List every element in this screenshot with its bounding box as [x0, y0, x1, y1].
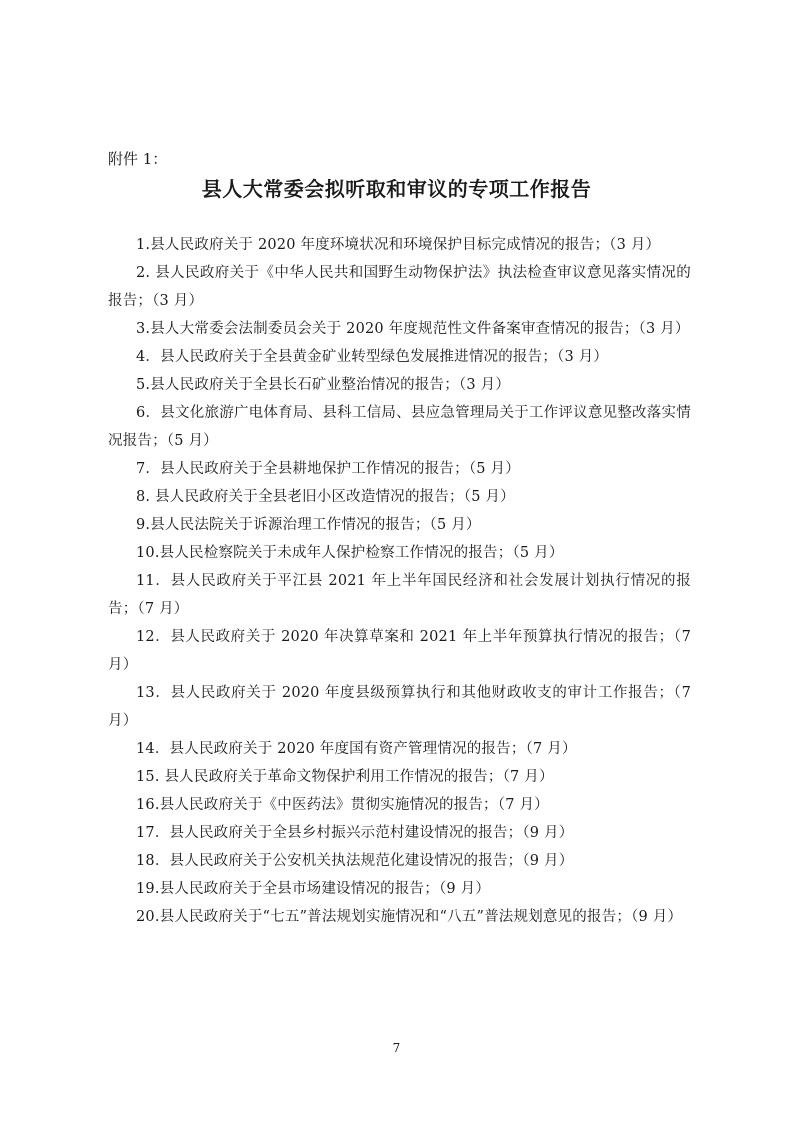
report-item-6: 6．县文化旅游广电体育局、县科工信局、县应急管理局关于工作评议意见整改落实情况报告；（5 月） [108, 405, 691, 449]
report-item-1: 1.县人民政府关于 2020 年度环境状况和环境保护目标完成情况的报告；（3 月） [136, 237, 661, 253]
report-item-20: 20.县人民政府关于“七五”普法规划实施情况和“八五”普法规划意见的报告；（9 月） [136, 909, 683, 925]
report-item-19: 19.县人民政府关于全县市场建设情况的报告；（9 月） [136, 881, 491, 897]
report-item-8: 8. 县人民政府关于全县老旧小区改造情况的报告；（5 月） [136, 489, 515, 505]
report-item-17: 17．县人民政府关于全县乡村振兴示范村建设情况的报告；（9 月） [136, 825, 574, 841]
report-item-3: 3.县人大常委会法制委员会关于 2020 年度规范性文件备案审查情况的报告；（3 月） [136, 321, 690, 337]
report-item-16: 16.县人民政府关于《中医药法》贯彻实施情况的报告；（7 月） [136, 797, 549, 813]
report-item-9: 9.县人民法院关于诉源治理工作情况的报告；（5 月） [136, 517, 481, 533]
report-item-15: 15. 县人民政府关于革命文物保护利用工作情况的报告；（7 月） [136, 769, 554, 785]
report-item-18: 18．县人民政府关于公安机关执法规范化建设情况的报告；（9 月） [136, 853, 574, 869]
report-item-4: 4．县人民政府关于全县黄金矿业转型绿色发展推进情况的报告；（3 月） [136, 349, 609, 365]
page-title: 县人大常委会拟听取和审议的专项工作报告 [201, 177, 592, 201]
report-item-7: 7．县人民政府关于全县耕地保护工作情况的报告；（5 月） [136, 461, 520, 477]
report-item-13: 13．县人民政府关于 2020 年度县级预算执行和其他财政收支的审计工作报告；（7 月） [108, 685, 691, 729]
report-item-5: 5.县人民政府关于全县长石矿业整治情况的报告；（3 月） [136, 377, 511, 393]
attachment-label: 附件 1： [108, 150, 168, 168]
report-list [108, 231, 691, 931]
report-item-10: 10.县人民检察院关于未成年人保护检察工作情况的报告；（5 月） [136, 545, 564, 561]
page-number: 7 [392, 1041, 401, 1055]
report-item-14: 14．县人民政府关于 2020 年度国有资产管理情况的报告；（7 月） [136, 741, 577, 757]
report-item-2: 2. 县人民政府关于《中华人民共和国野生动物保护法》执法检查审议意见落实情况的报告；（3 月） [108, 265, 691, 309]
report-item-12: 12．县人民政府关于 2020 年决算草案和 2021 年上半年预算执行情况的报告；（7 月） [108, 629, 691, 673]
report-item-11: 11．县人民政府关于平江县 2021 年上半年国民经济和社会发展计划执行情况的报告；（7 月） [108, 573, 691, 617]
